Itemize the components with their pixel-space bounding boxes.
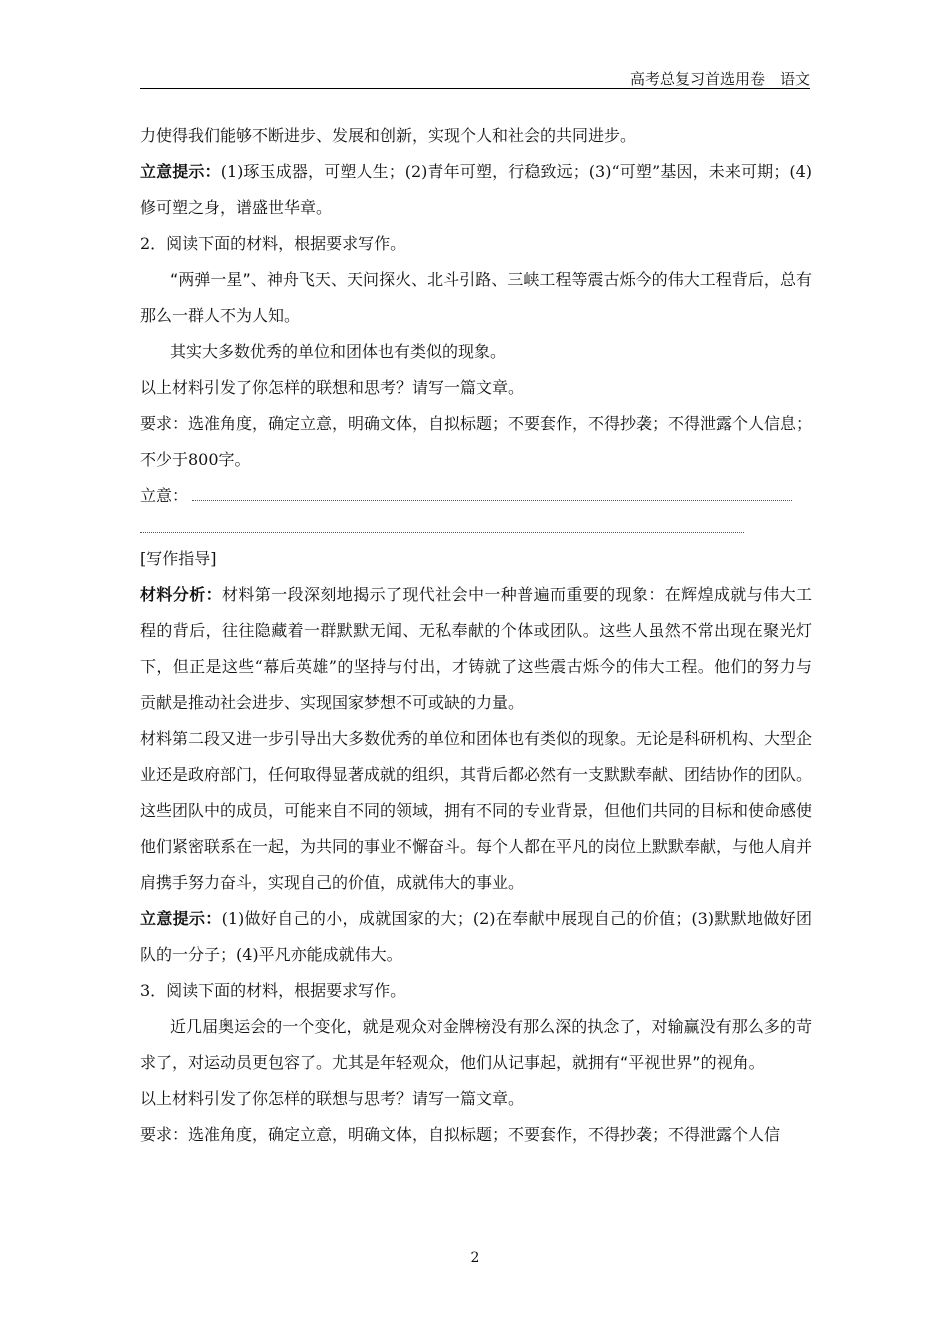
answer-label: 立意：: [140, 486, 189, 505]
question-3-material: 近几届奥运会的一个变化，就是观众对金牌榜没有那么深的执念了，对输赢没有那么多的苛求了，对运动员更包容了。尤其是年轻观众，他们从记事起，就拥有“平视世界”的视角。: [140, 1017, 812, 1072]
page-header: [140, 64, 810, 89]
analysis-paragraph-1: [140, 577, 812, 721]
question-2-material-1: “两弹一星”、神舟飞天、天问探火、北斗引路、三峡工程等震古烁今的伟大工程背后，总有那么一群人不为人知。: [140, 270, 812, 325]
question-2-prompt: 以上材料引发了你怎样的联想和思考？请写一篇文章。: [140, 378, 525, 397]
question-3-prompt: 以上材料引发了你怎样的联想与思考？请写一篇文章。: [140, 1089, 525, 1108]
analysis-text-1: 材料第一段深刻地揭示了现代社会中一种普遍而重要的现象：在辉煌成就与伟大工程的背后，往往隐藏着一群默默无闻、无私奉献的个体或团队。这些人虽然不常出现在聚光灯下，但正是这些“幕后英雄”的坚持与付出，才铸就了这些震古烁今的伟大工程。他们的努力与贡献是推动社会进步、实现国家梦想不可或缺的力量。: [140, 585, 812, 712]
analysis-label: 材料分析：: [140, 585, 222, 604]
tip-text: (1)做好自己的小，成就国家的大；(2)在奉献中展现自己的价值；(3)默默地做好团队的一分子；(4)平凡亦能成就伟大。: [140, 909, 812, 964]
dotted-blank: [192, 486, 792, 501]
question-2-heading: 2．阅读下面的材料，根据要求写作。: [140, 234, 407, 253]
tip-label: 立意提示：: [140, 909, 222, 928]
document-body: [140, 118, 812, 1153]
answer-line-2[interactable]: [140, 514, 744, 533]
question-2-material-2: 其实大多数优秀的单位和团体也有类似的现象。: [170, 342, 507, 361]
header-title: 高考总复习首选用卷 语文: [629, 70, 810, 88]
tip-label: 立意提示：: [140, 162, 221, 181]
tip-paragraph-1: [140, 154, 812, 226]
question-2-requirements: 要求：选准角度，确定立意，明确文体，自拟标题；不要套作，不得抄袭；不得泄露个人信息；不少于800字。: [140, 414, 813, 469]
guide-heading: [写作指导]: [140, 549, 217, 568]
question-3-requirements: 要求：选准角度，确定立意，明确文体，自拟标题；不要套作，不得抄袭；不得泄露个人信: [140, 1125, 781, 1144]
paragraph-continuation: 力使得我们能够不断进步、发展和创新，实现个人和社会的共同进步。: [140, 126, 637, 145]
tip-paragraph-2: [140, 901, 812, 973]
page-number: 2: [470, 1250, 480, 1266]
question-3-heading: 3．阅读下面的材料，根据要求写作。: [140, 981, 407, 1000]
answer-line-1[interactable]: [140, 478, 812, 514]
tip-text: (1)琢玉成器，可塑人生；(2)青年可塑，行稳致远；(3)“可塑”基因，未来可期；(4)修可塑之身，谱盛世华章。: [140, 162, 812, 217]
analysis-paragraph-2: 材料第二段又进一步引导出大多数优秀的单位和团体也有类似的现象。无论是科研机构、大型企业还是政府部门，任何取得显著成就的组织，其背后都必然有一支默默奉献、团结协作的团队。这些团队中的成员，可能来自不同的领域，拥有不同的专业背景，但他们共同的目标和使命感使他们紧密联系在一起，为共同的事业不懈奋斗。每个人都在平凡的岗位上默默奉献，与他人肩并肩携手努力奋斗，实现自己的价值，成就伟大的事业。: [140, 729, 813, 892]
